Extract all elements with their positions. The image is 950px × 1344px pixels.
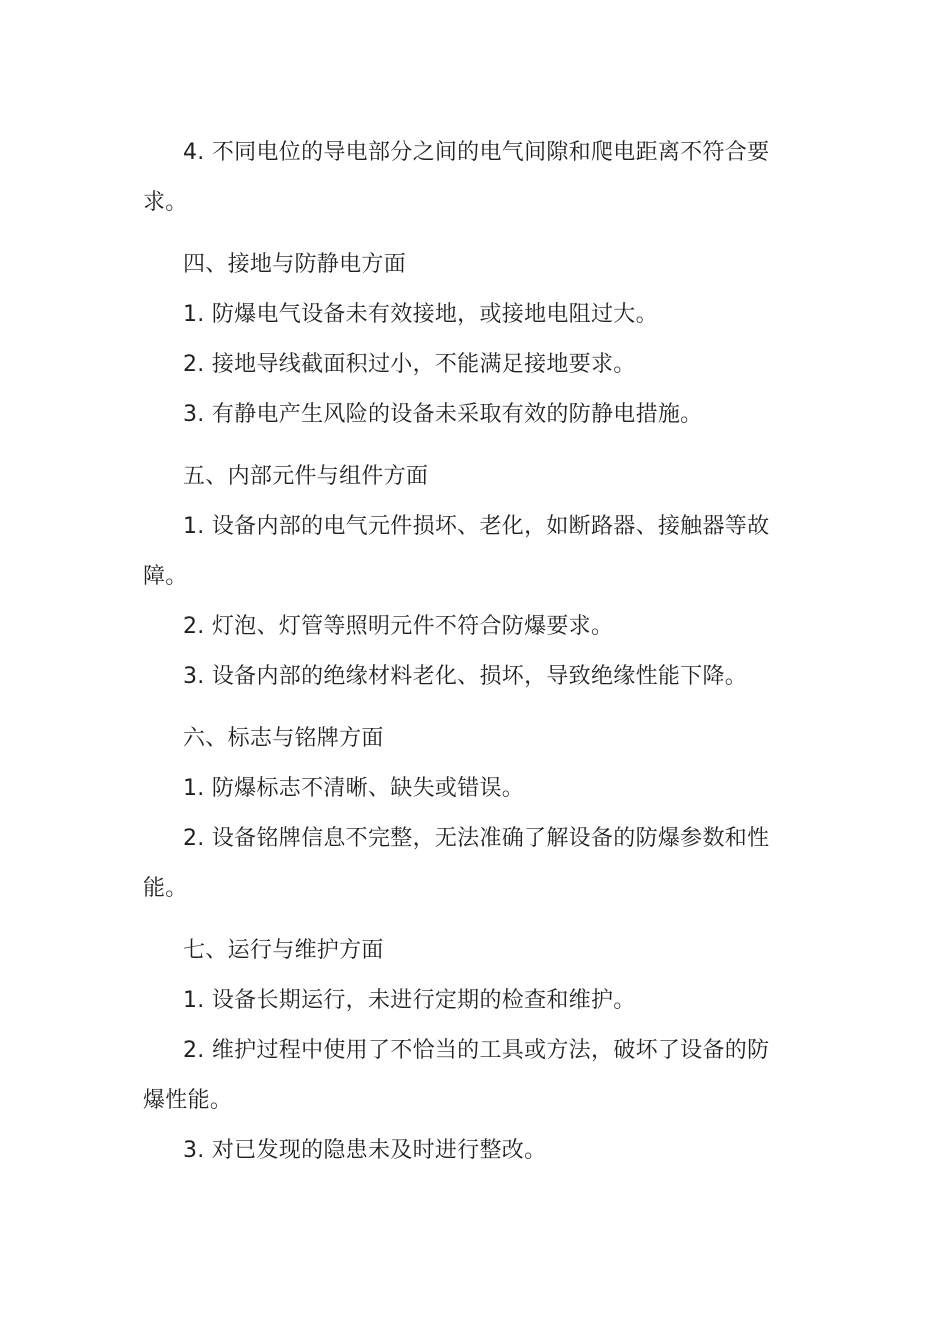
list-item-3-rectification: 3. 对已发现的隐患未及时进行整改。 [183, 1138, 547, 1163]
list-item-4-clearance: 4. 不同电位的导电部分之间的电气间隙和爬电距离不符合要求。 [143, 140, 770, 215]
list-item-3-antistatic: 3. 有静电产生风险的设备未采取有效的防静电措施。 [183, 402, 703, 427]
list-item-2-nameplate: 2. 设备铭牌信息不完整，无法准确了解设备的防爆参数和性能。 [143, 826, 770, 901]
section-heading-operation: 七、运行与维护方面 [183, 938, 384, 963]
list-item-1-internal: 1. 设备内部的电气元件损坏、老化，如断路器、接触器等故障。 [143, 514, 770, 589]
document-body [143, 128, 791, 1176]
list-item-2-maintenance: 2. 维护过程中使用了不恰当的工具或方法，破坏了设备的防爆性能。 [143, 1038, 770, 1113]
section-heading-internal-components: 五、内部元件与组件方面 [183, 464, 429, 489]
section-heading-grounding: 四、接地与防静电方面 [183, 252, 407, 277]
list-item-2-lighting: 2. 灯泡、灯管等照明元件不符合防爆要求。 [183, 614, 614, 639]
list-item-3-insulation: 3. 设备内部的绝缘材料老化、损坏，导致绝缘性能下降。 [183, 664, 748, 689]
section-heading-marking: 六、标志与铭牌方面 [183, 726, 384, 751]
list-item-1-grounding: 1. 防爆电气设备未有效接地，或接地电阻过大。 [183, 302, 658, 327]
list-item-1-marking: 1. 防爆标志不清晰、缺失或错误。 [183, 776, 525, 801]
list-item-1-operation: 1. 设备长期运行，未进行定期的检查和维护。 [183, 988, 636, 1013]
list-item-2-grounding: 2. 接地导线截面积过小，不能满足接地要求。 [183, 352, 636, 377]
